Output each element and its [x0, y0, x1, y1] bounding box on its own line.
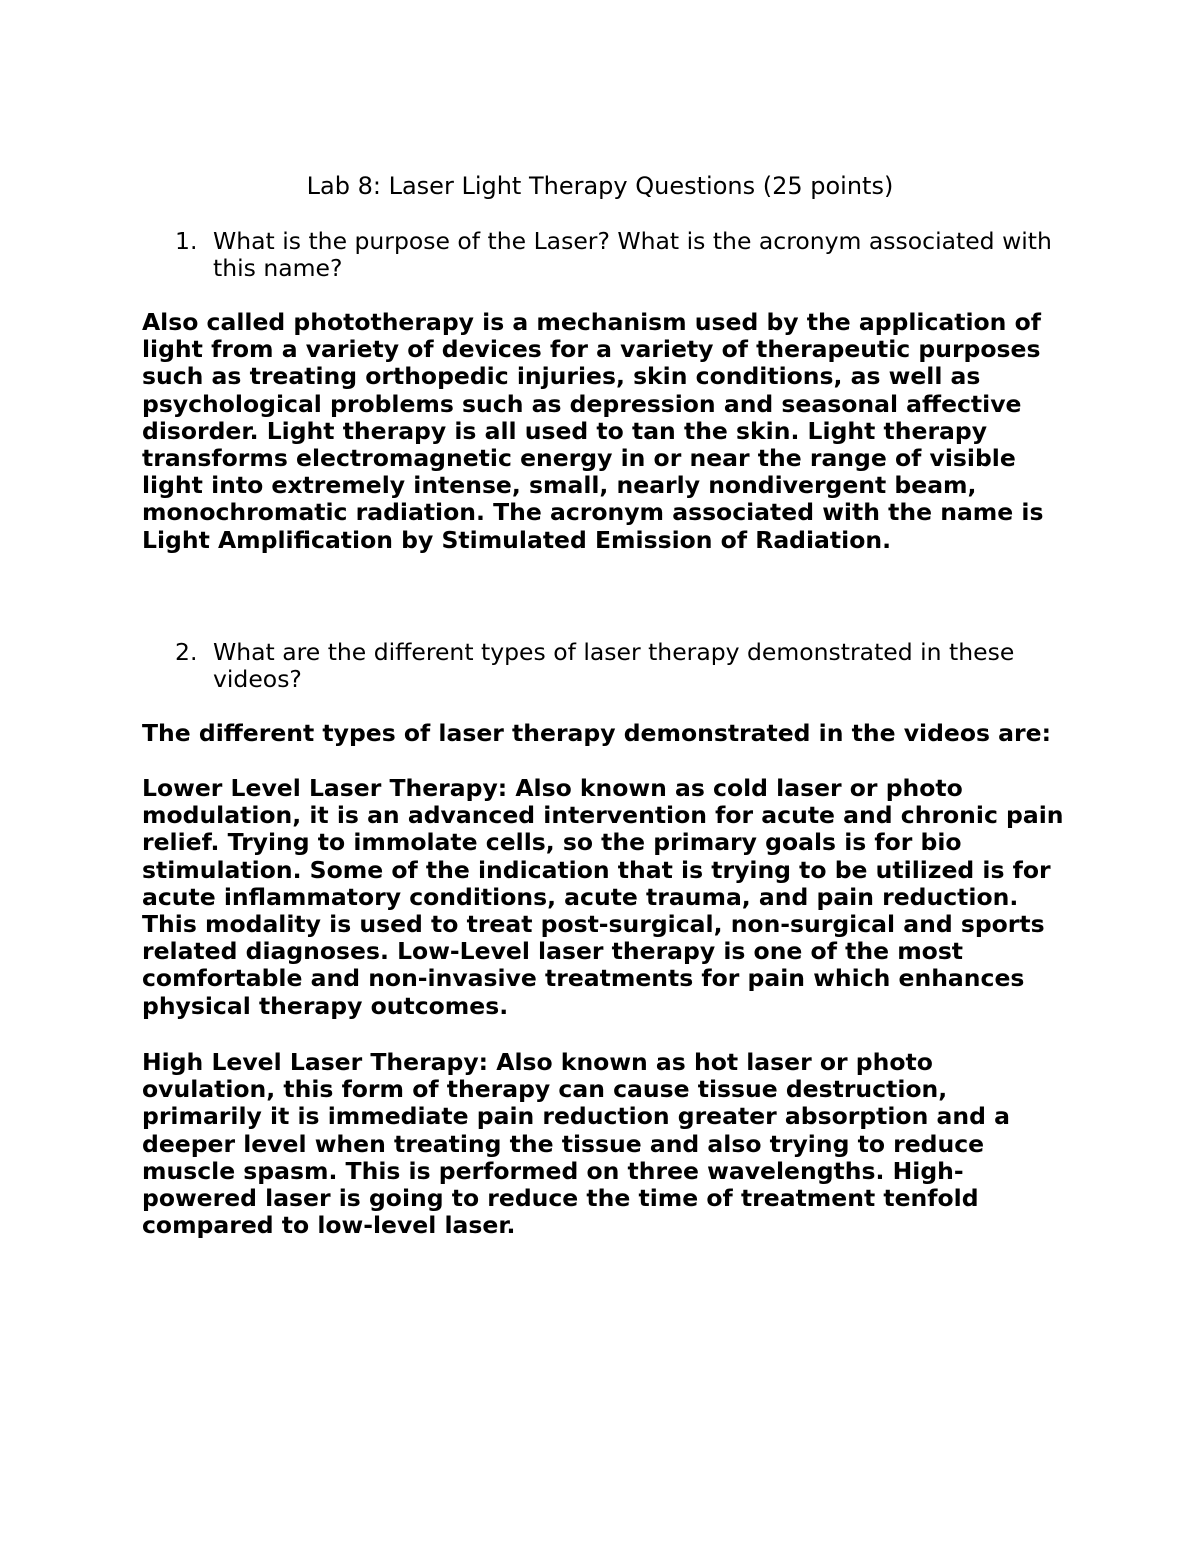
question-number: 1. [175, 227, 198, 255]
answer-2-high-level-paragraph: High Level Laser Therapy: Also known as hot laser or photo ovulation, this form of therapy can cause tissue destruction, primarily it is immediate pain reduction greater absorption and a deeper level when treating the tissue and also trying to reduce muscle spasm. This is performed on three wavelengths. High-powered laser is going to reduce the time of treatment tenfold compared to low-level laser. [142, 1048, 1010, 1240]
question-2 [175, 639, 1075, 693]
question-number: 2. [175, 638, 198, 666]
answer-1: Also called phototherapy is a mechanism used by the application of light from a variety of devices for a variety of therapeutic purposes such as treating orthopedic injuries, skin conditions, as well as psychological problems such as depression and seasonal affective disorder. Light therapy is all used to tan the skin. Light therapy transforms electromagnetic energy in or near the range of visible light into extremely intense, small, nearly nondivergent beam, monochromatic radiation. The acronym associated with the name is Light Amplification by Stimulated Emission of Radiation. [142, 308, 1044, 554]
answer-2-low-level-paragraph: Lower Level Laser Therapy: Also known as cold laser or photo modulation, it is an advanced intervention for acute and chronic pain relief. Trying to immolate cells, so the primary goals is for bio stimulation. Some of the indication that is trying to be utilized is for acute inflammatory conditions, acute trauma, and pain reduction. This modality is used to treat post-surgical, non-surgical and sports related diagnoses. Low-Level laser therapy is one of the most comfortable and non-invasive treatments for pain which enhances physical therapy outcomes. [142, 774, 1064, 1020]
question-1 [175, 228, 1075, 282]
page-title: Lab 8: Laser Light Therapy Questions (25 points) [306, 172, 894, 200]
answer-2-intro: The different types of laser therapy demonstrated in the videos are: [142, 719, 1051, 747]
question-text: What is the purpose of the Laser? What is the acronym associated with this name? [213, 227, 1052, 282]
question-text: What are the different types of laser therapy demonstrated in these videos? [213, 638, 1015, 693]
